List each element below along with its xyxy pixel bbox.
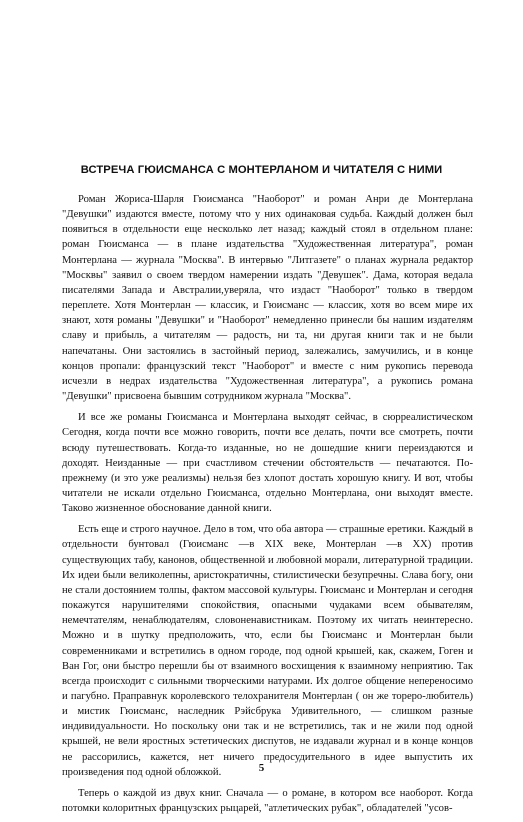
paragraph-1: Роман Жориса-Шарля Гюисманса "Наоборот" и роман Анри де Монтерлана "Девушки" издаются вместе, потому что у них одинаковая судьба. Каждый должен был появиться в отдельности еще несколько лет назад; каждый стоял в отдельном плане: роман Гюисманса — в плане издательства "Художественная литература", роман Монтерлана — журнала "Москва". В интервью "Литгазете" о планах журнала редактор "Москвы" заявил о своем твердом намерении издать "Девушек". Дама, которая ведала писателями Запада и Австралии,уверяла, что издаст "Наоборот" только в твердом переплете. Хотя Монтерлан — классик, и Гюисманс — классик, хотя во всем мире их знают, хотя романы "Девушки" и "Наоборот" немедленно принесли бы нашим издателям славу и прибыль, а читателям — радость, ни та, ни другая книги так и не были напечатаны. Они застоялись в застойный период, залежались, замучились, и в конце концов пропали: французский текст "Наоборот" и вместе с ним рукопись перевода исчезли в недрах издательства "Художественная литература", а рукопись романа "Девушки" присвоена бывшим сотрудником журнала "Москва". — [62, 194, 473, 403]
paragraph-4: Теперь о каждой из двух книг. Сначала — о романе, в котором все наоборот. Когда потомки колоритных французских рыцарей, "атлетических рубак", обладателей "усов- — [62, 787, 473, 815]
body-text — [62, 192, 473, 822]
paragraph-3: Есть еще и строго научное. Дело в том, что оба автора — страшные еретики. Каждый в отдельности бунтовал (Гюисманс —в XIX веке, Монтерлан —в XX) против существующих табу, канонов, общественной и любовной морали, литературной традиции. Их идеи были великолепны, аристократичны, стилистически безупречны. Слава богу, они не стали достоянием толпы, фактом массовой культуры. Гюисманс и Монтерлан и сегодня покажутся нарушителями спокойствия, опасными чудаками всем обывателям, немечтателям, ненаблюдателям, словоненавистникам. Поэтому их читать неинтересно. Можно и в шутку предположить, что, если бы Гюисманс и Монтерлан были современниками и встретились в одном городе, под одной крышей, как, скажем, Гоген и Ван Гог, они быстро перешли бы от взаимного восхищения к взаимному неприятию. Так всегда происходит с сильными творческими натурами. Их долгое общение непереносимо и пагубно. Праправнук королевского телохранителя Монтерлан ( он же тореро-любитель) и мистик Гюисманс, наследник Рэйсбрука Удивительного, — слишком разные индивидуальности. Но поскольку они так и не встретились, так и не жили под одной крышей, не вели яростных эстетических диспутов, не издавали журнал и в конце концов не рассорились, кажется, нет ничего предосудительного в идее выпустить их произведения под одной обложкой. — [62, 524, 473, 778]
chapter-heading: ВСТРЕЧА ГЮИСМАНСА С МОНТЕРЛАНОМ И ЧИТАТЕЛЯ С НИМИ — [80, 164, 443, 176]
page-number: 5 — [258, 762, 265, 774]
paragraph-2: И все же романы Гюисманса и Монтерлана выходят сейчас, в сюрреалистическом Сегодня, когда почти все можно говорить, почти все делать, почти все смотреть, почти всюду путешествовать. Когда-то изданные, но не дошедшие книги переиздаются и доходят. Неизданные — при счастливом стечении обстоятельств — печатаются. По-прежнему (и это уже реализмы) нельзя без хлопот достать хорошую книгу. И вот, чтобы читатели не искали отдельно Гюисманса, отдельно Монтерлана, они выходят вместе. Таково жизненное обоснование данной книги. — [62, 412, 473, 515]
